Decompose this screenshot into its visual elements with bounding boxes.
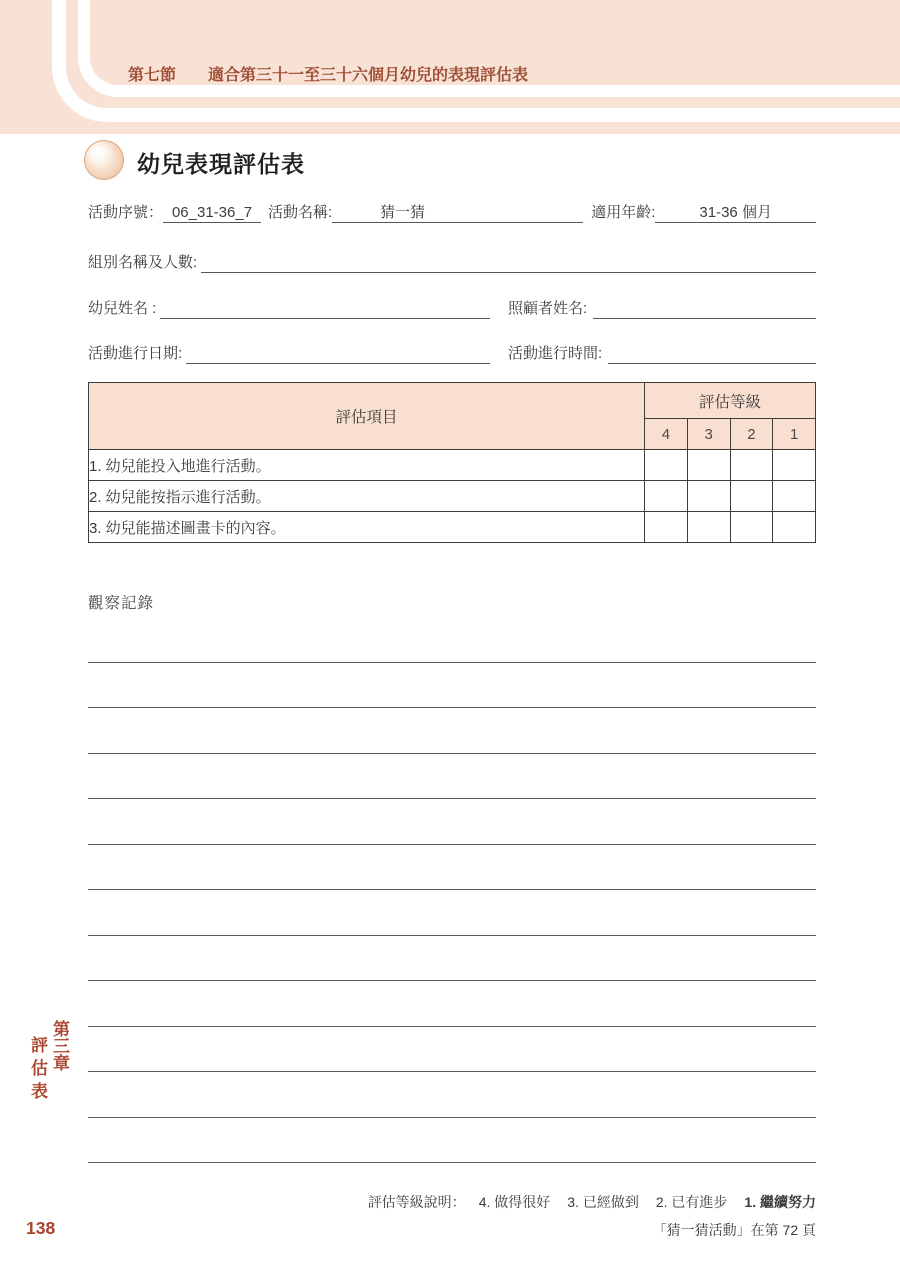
observation-ruled-line bbox=[88, 935, 816, 936]
form-row-names bbox=[88, 298, 816, 319]
section-title: 適合第三十一至三十六個月幼兒的表現評估表 bbox=[208, 67, 529, 84]
observation-ruled-line bbox=[88, 662, 816, 663]
page-number: 138 bbox=[26, 1218, 56, 1238]
pearl-sphere-icon bbox=[84, 140, 124, 180]
activity-name-label: 活動名稱: bbox=[268, 204, 333, 221]
grade-cell bbox=[687, 481, 730, 512]
activity-no-label: 活動序號： bbox=[88, 204, 164, 221]
assessment-item: 1. 幼兒能投入地進行活動。 bbox=[89, 450, 645, 481]
grade-legend-item: 1. 繼續努力 bbox=[744, 1194, 816, 1210]
assessment-row bbox=[89, 450, 816, 481]
grade-4-header: 4 bbox=[645, 419, 688, 450]
grade-cell bbox=[730, 450, 773, 481]
form-row-activity bbox=[88, 202, 816, 223]
grade-legend-item: 4. 做得很好 bbox=[478, 1194, 551, 1210]
age-field: 31-36 個月 bbox=[655, 203, 816, 223]
grade-legend-item: 3. 已經做到 bbox=[567, 1194, 639, 1210]
form-row-datetime bbox=[88, 343, 816, 364]
observation-ruled-line bbox=[88, 1162, 816, 1163]
assessment-row bbox=[89, 512, 816, 543]
observation-ruled-line bbox=[88, 1026, 816, 1027]
observation-ruled-line bbox=[88, 889, 816, 890]
group-field bbox=[201, 253, 816, 273]
chapter-tab bbox=[26, 1020, 70, 1105]
grade-2-header: 2 bbox=[730, 419, 773, 450]
grade-cell bbox=[645, 512, 688, 543]
chapter-tab-title: 第三章 bbox=[50, 1020, 69, 1071]
assessment-row bbox=[89, 481, 816, 512]
child-name-field bbox=[160, 299, 490, 319]
grade-cell bbox=[687, 450, 730, 481]
observation-ruled-line bbox=[88, 1117, 816, 1118]
observation-ruled-line bbox=[88, 844, 816, 845]
caregiver-field bbox=[593, 299, 816, 319]
age-label: 適用年齡: bbox=[591, 204, 656, 221]
caregiver-label: 照顧者姓名: bbox=[508, 300, 588, 317]
observation-ruled-line bbox=[88, 753, 816, 754]
grade-cell bbox=[645, 450, 688, 481]
observation-ruled-line bbox=[88, 1071, 816, 1072]
assessment-item: 2. 幼兒能按指示進行活動。 bbox=[89, 481, 645, 512]
assessment-item: 3. 幼兒能描述圖畫卡的內容。 bbox=[89, 512, 645, 543]
observation-ruled-line bbox=[88, 980, 816, 981]
activity-no-field: 06_31-36_7 bbox=[163, 203, 261, 223]
page-title: 幼兒表現評估表 bbox=[137, 151, 305, 177]
grade-cell bbox=[773, 481, 816, 512]
time-label: 活動進行時間: bbox=[508, 345, 603, 362]
grade-1-header: 1 bbox=[773, 419, 816, 450]
assessment-table bbox=[88, 382, 816, 543]
grade-legend-item: 2. 已有進步 bbox=[655, 1194, 728, 1210]
grade-legend bbox=[88, 1192, 816, 1212]
grade-cell bbox=[687, 512, 730, 543]
grade-legend-label: 評估等級說明： bbox=[367, 1194, 466, 1210]
activity-page-reference: 「猜一猜活動」在第 72 頁 bbox=[652, 1222, 816, 1238]
grade-3-header: 3 bbox=[687, 419, 730, 450]
activity-name-field: 猜一猜 bbox=[332, 203, 583, 223]
grade-cell bbox=[730, 481, 773, 512]
grade-cell bbox=[730, 512, 773, 543]
header-banner bbox=[0, 0, 900, 134]
group-label: 組別名稱及人數: bbox=[88, 254, 198, 271]
child-name-label: 幼兒姓名 : bbox=[88, 300, 157, 317]
chapter-tab-subtitle: 評估表 bbox=[28, 1036, 47, 1105]
item-column-header: 評估項目 bbox=[89, 383, 645, 450]
date-label: 活動進行日期: bbox=[88, 345, 183, 362]
grade-cell bbox=[773, 450, 816, 481]
grade-cell bbox=[645, 481, 688, 512]
observation-ruled-line bbox=[88, 798, 816, 799]
observation-label: 觀察記錄 bbox=[88, 595, 155, 612]
time-field bbox=[608, 344, 816, 364]
section-heading bbox=[128, 62, 528, 85]
date-field bbox=[186, 344, 490, 364]
grade-cell bbox=[773, 512, 816, 543]
observation-ruled-line bbox=[88, 707, 816, 708]
form-row-group bbox=[88, 252, 816, 273]
grade-column-header: 評估等級 bbox=[645, 383, 816, 419]
section-number: 第七節 bbox=[128, 67, 177, 84]
